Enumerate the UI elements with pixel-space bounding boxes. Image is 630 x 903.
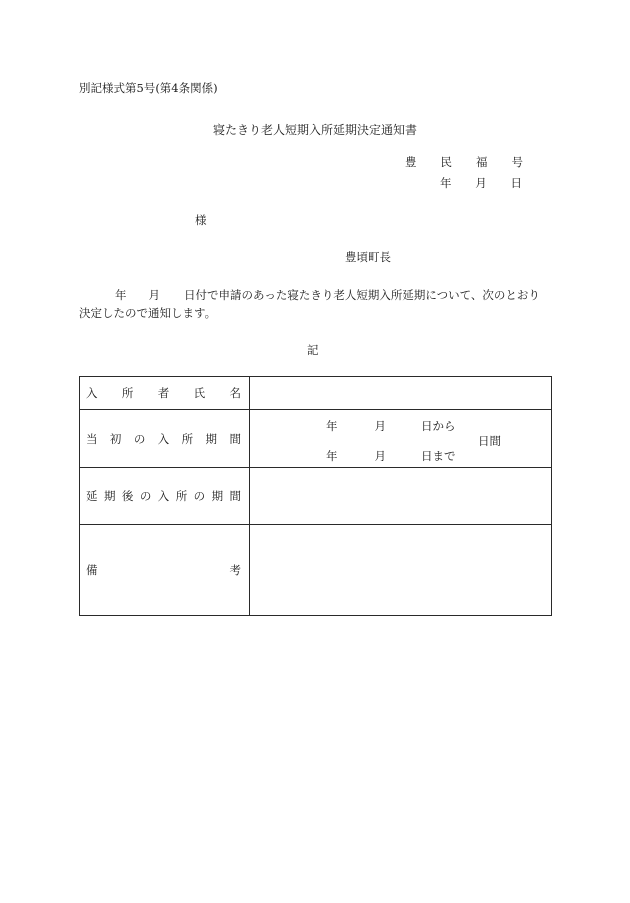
label-char: 所 [121,386,134,400]
form-id: 別記様式第5号(第4条関係) [79,81,218,95]
label-applicant-name [80,377,250,410]
table-row [80,468,552,525]
label-char: 期 [205,431,218,446]
docnum-char: 号 [511,155,523,169]
document-title: 寝たきり老人短期入所延期決定通知書 [212,123,417,137]
field-remarks[interactable] [250,525,552,616]
from-month: 月 [374,419,386,433]
label-char: 者 [157,386,170,400]
label-char: 延 [86,489,98,503]
body-line-2: 決定したので通知します。 [79,306,217,320]
field-extended-period[interactable] [250,468,552,525]
docnum-char: 豊 [405,155,417,169]
label-char: 間 [229,489,241,503]
from-day: 日から [421,419,456,433]
label-char: 備 [86,563,98,577]
label-char: 入 [157,431,170,446]
label-char: 当 [86,431,98,446]
table-row [80,525,552,616]
document-date [440,175,522,191]
body-text: 日付で申請のあった寝たきり老人短期入所延期について、次のとおり [184,288,540,302]
from-year: 年 [326,419,338,433]
recipient-suffix: 様 [195,213,207,227]
sender-name: 豊頃町長 [345,250,391,264]
label-char: 期 [211,489,224,503]
document-number [405,154,523,170]
label-remarks [80,525,250,616]
label-char: の [139,489,152,503]
period-to [326,448,456,464]
date-day: 日 [510,176,522,190]
to-year: 年 [326,449,338,463]
label-original-period [80,410,250,468]
label-char: の [193,489,206,503]
label-char: 初 [109,431,122,446]
label-extended-period [80,468,250,525]
date-month: 月 [475,176,487,190]
field-original-period[interactable] [250,410,552,468]
label-char: 期 [103,489,116,503]
body-month: 月 [148,288,160,302]
docnum-char: 民 [440,155,452,169]
docnum-char: 福 [476,155,488,169]
label-char: 入 [86,386,98,400]
period-total-days: 日間 [478,434,501,448]
label-char: 氏 [193,386,206,400]
table-row [80,377,552,410]
label-char: 入 [157,489,170,503]
body-line-1 [115,287,540,303]
label-char: 所 [175,489,188,503]
ki-heading: 記 [307,343,319,357]
period-from [326,418,456,434]
label-char: 間 [229,431,241,446]
label-char: 考 [229,563,241,577]
details-table [79,376,552,616]
date-year: 年 [440,176,452,190]
to-month: 月 [374,449,386,463]
label-char: の [133,431,146,446]
body-year: 年 [115,288,127,302]
label-char: 後 [121,489,134,503]
label-char: 名 [229,386,241,400]
field-applicant-name[interactable] [250,377,552,410]
to-day: 日まで [421,449,456,463]
label-char: 所 [181,431,194,446]
table-row [80,410,552,468]
